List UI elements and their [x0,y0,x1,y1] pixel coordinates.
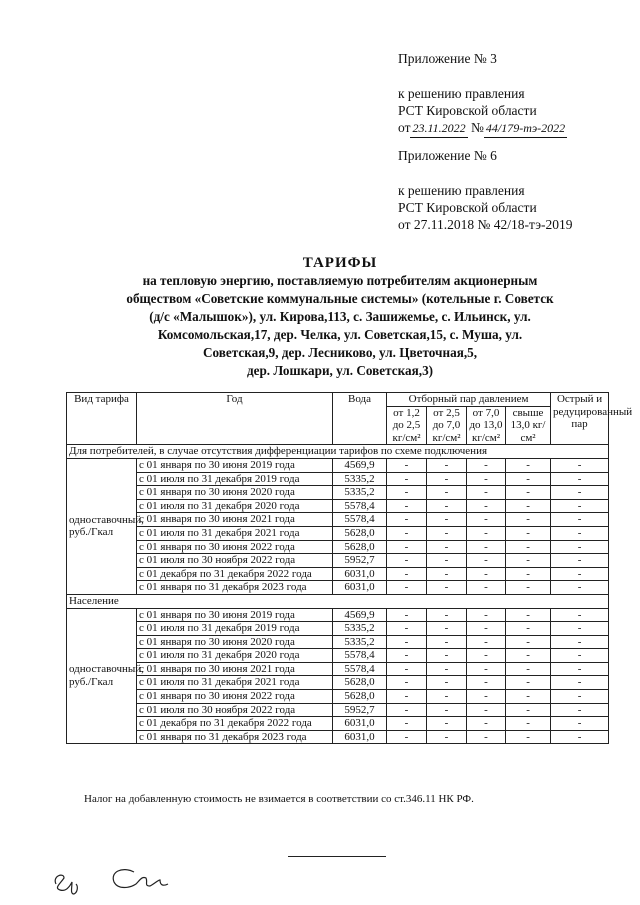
col-steam2-header: от 2,5 до 7,0 кг/см² [427,406,467,445]
table-row [67,540,609,554]
empty-value-cell: - [427,730,467,744]
empty-value-cell: - [506,730,551,744]
col-steam1-header: от 1,2 до 2,5 кг/см² [387,406,427,445]
annex-header-2 [398,147,573,233]
col-steam4-header: свыше 13,0 кг/см² [506,406,551,445]
period-cell: с 01 декабря по 31 декабря 2022 года [137,717,333,731]
period-cell: с 01 января по 30 июня 2019 года [137,608,333,622]
empty-value-cell: - [467,581,506,595]
empty-value-cell: - [427,458,467,472]
table-row [67,690,609,704]
empty-value-cell: - [467,567,506,581]
period-cell: с 01 января по 30 июня 2019 года [137,458,333,472]
annex1-line2: РСТ Кировской области [398,103,537,118]
water-price-cell: 5578,4 [333,513,387,527]
empty-value-cell: - [427,649,467,663]
empty-value-cell: - [506,635,551,649]
empty-value-cell: - [387,649,427,663]
empty-value-cell: - [427,486,467,500]
header-row [67,393,609,407]
empty-value-cell: - [551,526,609,540]
empty-value-cell: - [506,717,551,731]
empty-value-cell: - [467,554,506,568]
table-row [67,458,609,472]
empty-value-cell: - [467,649,506,663]
period-cell: с 01 июля по 31 декабря 2021 года [137,676,333,690]
period-cell: с 01 июля по 30 ноября 2022 года [137,703,333,717]
annex2-line3: от 27.11.2018 № 42/18-тэ-2019 [398,217,573,232]
empty-value-cell: - [427,717,467,731]
period-cell: с 01 января по 31 декабря 2023 года [137,581,333,595]
empty-value-cell: - [387,581,427,595]
annex-header-1 [398,50,567,138]
water-price-cell: 5578,4 [333,649,387,663]
empty-value-cell: - [467,703,506,717]
empty-value-cell: - [467,526,506,540]
empty-value-cell: - [506,608,551,622]
water-price-cell: 5952,7 [333,703,387,717]
title-line: на тепловую энергию, поставляемую потребителям акционерным [142,273,538,288]
empty-value-cell: - [506,567,551,581]
empty-value-cell: - [506,486,551,500]
section-label: Для потребителей, в случае отсутствия дифференциации тарифов по схеме подключения [67,445,609,459]
empty-value-cell: - [551,703,609,717]
table-row [67,730,609,744]
empty-value-cell: - [387,554,427,568]
empty-value-cell: - [506,690,551,704]
water-price-cell: 5628,0 [333,540,387,554]
period-cell: с 01 июля по 31 декабря 2019 года [137,622,333,636]
tariff-table [66,392,633,744]
empty-value-cell: - [427,608,467,622]
empty-value-cell: - [387,676,427,690]
table-row [67,526,609,540]
tariff-type-cell: одноставочный, руб./Гкал [67,608,137,744]
annex2-line2: РСТ Кировской области [398,200,537,215]
empty-value-cell: - [427,635,467,649]
section-row [67,445,609,459]
empty-value-cell: - [427,662,467,676]
annex1-number: 44/179-тэ-2022 [484,120,567,138]
table-row [67,649,609,663]
empty-value-cell: - [427,622,467,636]
empty-value-cell: - [551,676,609,690]
table-row [67,581,609,595]
empty-value-cell: - [467,499,506,513]
empty-value-cell: - [551,622,609,636]
period-cell: с 01 января по 30 июня 2022 года [137,690,333,704]
empty-value-cell: - [551,554,609,568]
table-row [67,703,609,717]
section-row [67,594,609,608]
empty-value-cell: - [387,567,427,581]
table-row [67,662,609,676]
empty-value-cell: - [551,635,609,649]
empty-value-cell: - [506,581,551,595]
empty-value-cell: - [551,472,609,486]
water-price-cell: 5578,4 [333,662,387,676]
vat-footnote: Налог на добавленную стоимость не взимается в соответствии со ст.346.11 НК РФ. [84,793,474,805]
period-cell: с 01 января по 31 декабря 2023 года [137,730,333,744]
period-cell: с 01 июля по 31 декабря 2019 года [137,472,333,486]
water-price-cell: 4569,9 [333,608,387,622]
empty-value-cell: - [551,690,609,704]
empty-value-cell: - [551,608,609,622]
empty-value-cell: - [551,717,609,731]
col-steam-header: Отборный пар давлением [387,393,551,407]
empty-value-cell: - [427,554,467,568]
empty-value-cell: - [506,649,551,663]
empty-value-cell: - [387,540,427,554]
empty-value-cell: - [467,472,506,486]
title-line: дер. Лошкари, ул. Советская,3) [246,363,434,378]
col-year-header: Год [137,393,333,445]
table-row [67,486,609,500]
water-price-cell: 5628,0 [333,676,387,690]
annex2-line1: к решению правления [398,183,525,198]
table-row [67,608,609,622]
empty-value-cell: - [467,690,506,704]
empty-value-cell: - [551,649,609,663]
water-price-cell: 6031,0 [333,730,387,744]
document-title [70,254,610,380]
period-cell: с 01 января по 30 июня 2020 года [137,486,333,500]
period-cell: с 01 января по 30 июня 2020 года [137,635,333,649]
water-price-cell: 5335,2 [333,622,387,636]
title-line: (д/с «Малышок»), ул. Кирова,113, с. Зашижемье, с. Ильинск, ул. [149,309,531,324]
table-row [67,676,609,690]
empty-value-cell: - [506,676,551,690]
col-type-header: Вид тарифа [67,393,137,445]
col-sharp-header: Острый и редуцированный пар [551,393,609,445]
empty-value-cell: - [427,567,467,581]
empty-value-cell: - [467,608,506,622]
empty-value-cell: - [506,540,551,554]
empty-value-cell: - [551,499,609,513]
empty-value-cell: - [467,458,506,472]
empty-value-cell: - [467,540,506,554]
table-row [67,717,609,731]
empty-value-cell: - [506,662,551,676]
empty-value-cell: - [427,676,467,690]
title-line: Комсомольская,17, дер. Челка, ул. Советская,15, с. Муша, ул. [157,327,523,342]
water-price-cell: 4569,9 [333,458,387,472]
empty-value-cell: - [387,608,427,622]
empty-value-cell: - [387,472,427,486]
annex1-line1: к решению правления [398,86,525,101]
col-steam3-header: от 7,0 до 13,0 кг/см² [467,406,506,445]
empty-value-cell: - [427,703,467,717]
title-main: ТАРИФЫ [302,255,378,271]
empty-value-cell: - [387,486,427,500]
empty-value-cell: - [506,513,551,527]
empty-value-cell: - [387,717,427,731]
empty-value-cell: - [551,662,609,676]
empty-value-cell: - [427,499,467,513]
empty-value-cell: - [387,526,427,540]
empty-value-cell: - [387,662,427,676]
period-cell: с 01 января по 30 июня 2021 года [137,513,333,527]
empty-value-cell: - [551,458,609,472]
table-body [67,445,609,744]
empty-value-cell: - [506,622,551,636]
empty-value-cell: - [506,554,551,568]
empty-value-cell: - [387,499,427,513]
empty-value-cell: - [467,730,506,744]
table-row [67,513,609,527]
empty-value-cell: - [427,513,467,527]
period-cell: с 01 июля по 31 декабря 2021 года [137,526,333,540]
signature-line [288,856,386,857]
empty-value-cell: - [387,622,427,636]
table-row [67,622,609,636]
empty-value-cell: - [467,676,506,690]
empty-value-cell: - [467,486,506,500]
table-row [67,472,609,486]
empty-value-cell: - [467,622,506,636]
section-label: Население [67,594,609,608]
water-price-cell: 5335,2 [333,472,387,486]
table-row [67,499,609,513]
empty-value-cell: - [467,513,506,527]
empty-value-cell: - [551,730,609,744]
water-price-cell: 5628,0 [333,690,387,704]
title-line: обществом «Советские коммунальные системы» (котельные г. Советск [126,291,554,306]
empty-value-cell: - [387,703,427,717]
empty-value-cell: - [467,662,506,676]
water-price-cell: 6031,0 [333,567,387,581]
empty-value-cell: - [467,635,506,649]
empty-value-cell: - [506,499,551,513]
empty-value-cell: - [387,635,427,649]
period-cell: с 01 января по 30 июня 2022 года [137,540,333,554]
empty-value-cell: - [506,703,551,717]
table-row [67,554,609,568]
water-price-cell: 5335,2 [333,635,387,649]
empty-value-cell: - [551,581,609,595]
period-cell: с 01 июля по 30 ноября 2022 года [137,554,333,568]
tariff-type-cell: одноставочный, руб./Гкал [67,458,137,594]
empty-value-cell: - [551,513,609,527]
annex1-date-line: от 23.11.2022 № 44/179-тэ-2022 [398,119,567,138]
table-row [67,635,609,649]
table-row [67,567,609,581]
title-line: Советская,9, дер. Лесниково, ул. Цветочная,5, [202,345,478,360]
water-price-cell: 6031,0 [333,581,387,595]
water-price-cell: 5628,0 [333,526,387,540]
period-cell: с 01 июля по 31 декабря 2020 года [137,499,333,513]
empty-value-cell: - [551,540,609,554]
empty-value-cell: - [427,540,467,554]
annex2-title: Приложение № 6 [398,148,497,163]
empty-value-cell: - [551,567,609,581]
empty-value-cell: - [427,526,467,540]
period-cell: с 01 декабря по 31 декабря 2022 года [137,567,333,581]
col-water-header: Вода [333,393,387,445]
empty-value-cell: - [467,717,506,731]
water-price-cell: 6031,0 [333,717,387,731]
empty-value-cell: - [387,458,427,472]
empty-value-cell: - [387,730,427,744]
water-price-cell: 5952,7 [333,554,387,568]
empty-value-cell: - [506,458,551,472]
empty-value-cell: - [551,486,609,500]
empty-value-cell: - [387,690,427,704]
empty-value-cell: - [427,690,467,704]
water-price-cell: 5578,4 [333,499,387,513]
empty-value-cell: - [427,472,467,486]
empty-value-cell: - [427,581,467,595]
annex1-date: 23.11.2022 [410,120,467,138]
annex1-title: Приложение № 3 [398,51,497,66]
empty-value-cell: - [506,472,551,486]
signature-mark [50,858,190,902]
period-cell: с 01 июля по 31 декабря 2020 года [137,649,333,663]
empty-value-cell: - [387,513,427,527]
water-price-cell: 5335,2 [333,486,387,500]
empty-value-cell: - [506,526,551,540]
period-cell: с 01 января по 30 июня 2021 года [137,662,333,676]
